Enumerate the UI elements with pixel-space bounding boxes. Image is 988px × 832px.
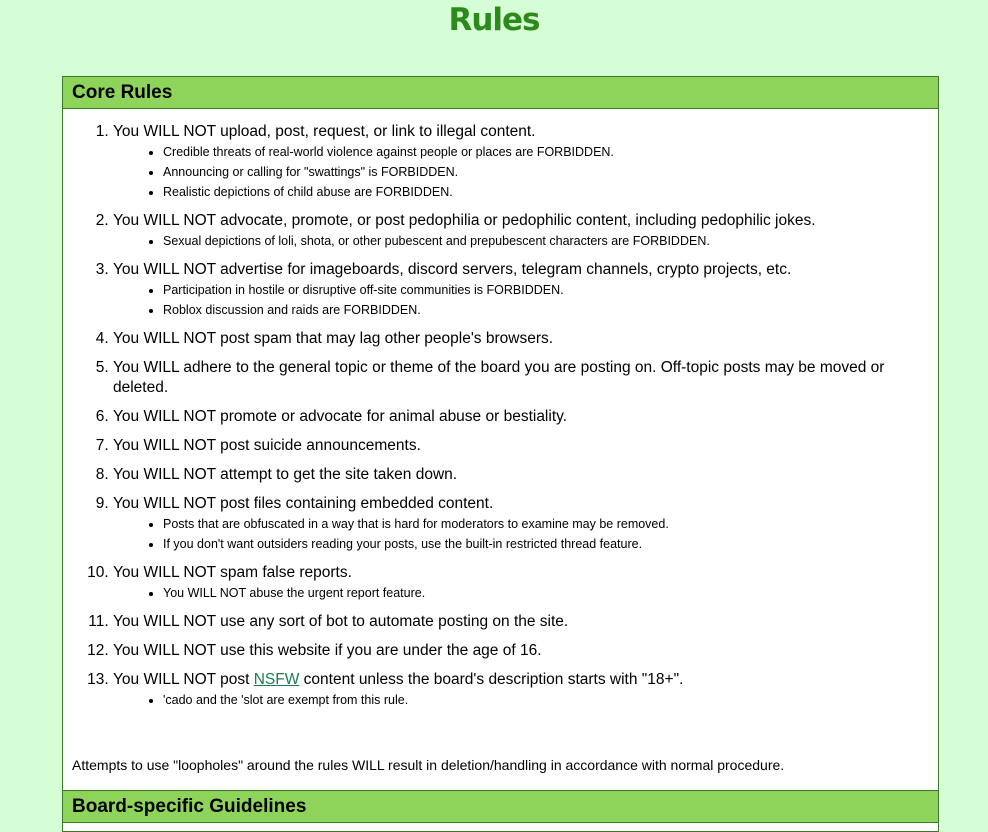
rule-text: You WILL NOT post spam that may lag other people's browsers. <box>113 330 554 347</box>
rule-text: You WILL NOT attempt to get the site taken down. <box>113 466 458 483</box>
rule-text-after: content unless the board's description starts with "18+". <box>299 671 684 688</box>
sub-rule: • Announcing or calling for "swattings" is FORBIDDEN. <box>163 162 928 182</box>
rule-text: You WILL NOT use any sort of bot to automate posting on the site. <box>113 613 569 630</box>
core-rules-section <box>62 76 939 794</box>
sub-rule: • Credible threats of real-world violence against people or places are FORBIDDEN. <box>163 142 928 162</box>
rule-item <box>113 494 938 554</box>
rule-item <box>113 436 938 456</box>
rules-list <box>63 122 938 710</box>
board-guidelines-header: Board-specific Guidelines <box>63 791 938 823</box>
rule-item <box>113 563 938 603</box>
rule-text: You WILL NOT post suicide announcements. <box>113 437 421 454</box>
rule-item <box>113 329 938 349</box>
rule-item <box>113 407 938 427</box>
sub-rule-list <box>113 280 928 320</box>
sub-rule: • If you don't want outsiders reading your posts, use the built-in restricted thread feature. <box>163 534 928 554</box>
rule-item <box>113 122 938 202</box>
rule-text: You WILL adhere to the general topic or theme of the board you are posting on. Off-topic posts may be moved or deleted. <box>113 359 885 396</box>
page-title: Rules <box>448 2 540 38</box>
sub-rule-list <box>113 690 928 710</box>
sub-rule-list <box>113 142 928 202</box>
sub-rule: • Posts that are obfuscated in a way that is hard for moderators to examine may be removed. <box>163 514 928 534</box>
sub-rule: • 'cado and the 'slot are exempt from this rule. <box>163 690 928 710</box>
sub-rule: • Sexual depictions of loli, shota, or other pubescent and prepubescent characters are FORBIDDEN. <box>163 231 928 251</box>
rule-item <box>113 465 938 485</box>
core-rules-header: Core Rules <box>63 77 938 109</box>
rule-item <box>113 211 938 251</box>
rule-text: You WILL NOT advocate, promote, or post pedophilia or pedophilic content, including pedophilic jokes. <box>113 212 816 229</box>
rule-item <box>113 612 938 632</box>
board-guidelines-section <box>62 790 939 832</box>
rule-text: You WILL NOT promote or advocate for animal abuse or bestiality. <box>113 408 568 425</box>
rule-item <box>113 641 938 661</box>
rule-item <box>113 670 938 710</box>
sub-rule: • Participation in hostile or disruptive off-site communities is FORBIDDEN. <box>163 280 928 300</box>
sub-rule-list <box>113 514 928 554</box>
sub-rule: • Realistic depictions of child abuse are FORBIDDEN. <box>163 182 928 202</box>
loopholes-note: Attempts to use "loopholes" around the rules WILL result in deletion/handling in accordance with normal procedure. <box>72 757 785 773</box>
nsfw-link[interactable]: NSFW <box>253 671 300 688</box>
rule-text: You WILL NOT post files containing embedded content. <box>113 495 494 512</box>
sub-rule: • Roblox discussion and raids are FORBIDDEN. <box>163 300 928 320</box>
rule-item <box>113 260 938 320</box>
sub-rule-list <box>113 231 928 251</box>
rule-text-before: You WILL NOT post <box>113 671 254 688</box>
rule-text: You WILL NOT use this website if you are under the age of 16. <box>113 642 542 659</box>
rule-text: You WILL NOT spam false reports. <box>113 564 352 581</box>
rule-item <box>113 358 938 398</box>
sub-rule: • You WILL NOT abuse the urgent report feature. <box>163 583 928 603</box>
sub-rule-list <box>113 583 928 603</box>
rule-text: You WILL NOT upload, post, request, or link to illegal content. <box>113 123 536 140</box>
rule-text: You WILL NOT advertise for imageboards, discord servers, telegram channels, crypto projects, etc. <box>113 261 792 278</box>
